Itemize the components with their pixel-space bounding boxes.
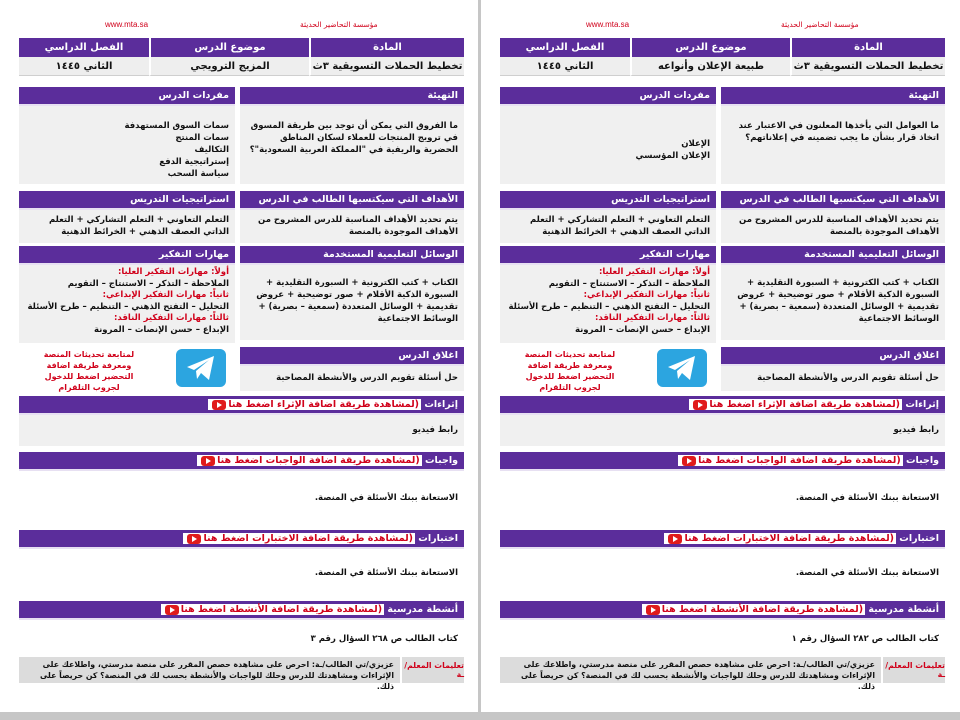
topic-value: المزيج الترويجي <box>149 57 309 76</box>
teacher-notes-text: عزيزي/تي الطالب/ـة: احرص على مشاهدة حصص المقرر على منصة مدرستي، واطلاعك على الإثراءات ومشاهدتك للدرس وحلك للواجبات والأنشطة بحسب لك في المنصة؟ كن حريصاً على ذلك. <box>40 660 394 691</box>
activities-link-text: (لمشاهدة طريقة اضافة الأنشطة اضغط هنا <box>661 604 864 615</box>
media-text: الكتاب + كتب الكترونية + السبورة التقليدية + السبورة الذكية الأقلام + صور توضيحية + عروض تقديمية + الوسائل المتعددة (سمعية – بصرية) + الوسائط الاجتماعية <box>721 265 945 340</box>
skills-box <box>500 246 716 341</box>
tests-header <box>500 530 945 549</box>
skills-creative: التحليل – التفتح الذهني – التنظيم – طرح الأسئلة <box>27 301 229 312</box>
skills-high-title: أولاً: مهارات التفكير العليا: <box>117 267 229 277</box>
skills-list <box>500 265 716 343</box>
activities-header <box>19 601 464 620</box>
media-box <box>721 246 945 338</box>
warmup-title: التهيئة <box>240 87 464 106</box>
homework-link[interactable] <box>197 455 422 466</box>
tests-text: الاستعانة ببنك الأسئلة في المنصة. <box>500 549 945 598</box>
topic-value: طبيعة الإعلان وأنواعه <box>630 57 790 76</box>
term-value: الثاني ١٤٤٥ <box>500 57 630 76</box>
closing-text: حل أسئلة تقويم الدرس والأنشطة المصاحبة <box>721 366 945 391</box>
strategies-title: استراتيجيات التدريس <box>500 191 716 210</box>
enrichment-header <box>500 396 945 415</box>
vocab-title: مفردات الدرس <box>500 87 716 106</box>
telegram-promo-text[interactable]: لمتابعة تحديثات المنصة ومعرفة طريقة اضافة التحضير اضغط للدخول لجروب التلقرام <box>524 350 616 392</box>
homework-link-text: (لمشاهدة طريقة اضافة الواجبات اضغط هنا <box>698 455 901 466</box>
warmup-box <box>721 87 945 182</box>
media-box <box>240 246 464 338</box>
enrichment-link[interactable] <box>689 399 902 410</box>
activities-box <box>19 601 464 655</box>
enrichment-title: إثراءات <box>905 399 939 410</box>
vocab-title: مفردات الدرس <box>19 87 235 106</box>
skills-critical-title: ثالثاً: مهارات التفكير الناقد: <box>114 313 229 323</box>
activities-header <box>500 601 945 620</box>
skills-critical: الإبداع – حسن الإنصات – المرونة <box>93 324 229 335</box>
homework-title: واجبات <box>906 455 939 466</box>
enrichment-title: إثراءات <box>424 399 458 410</box>
skills-creative-title: ثانياً: مهارات التفكير الإبداعي: <box>583 290 710 300</box>
enrichment-text: رابط فيديو <box>19 415 464 446</box>
homework-box <box>500 452 945 524</box>
closing-box <box>240 347 464 389</box>
enrichment-link-text: (لمشاهدة طريقة اضافة الإثراء اضغط هنا <box>228 399 420 410</box>
enrichment-box <box>19 396 464 444</box>
enrichment-text: رابط فيديو <box>500 415 945 446</box>
lesson-plan-page-1 <box>0 0 478 712</box>
youtube-icon <box>187 534 201 544</box>
strategies-title: استراتيجيات التدريس <box>19 191 235 210</box>
tests-header <box>19 530 464 549</box>
homework-text: الاستعانة ببنك الأسئلة في المنصة. <box>500 471 945 526</box>
skills-title: مهارات التفكير <box>19 246 235 265</box>
tests-link[interactable] <box>183 533 415 544</box>
homework-text: الاستعانة ببنك الأسئلة في المنصة. <box>19 471 464 526</box>
vocab-list <box>19 106 235 184</box>
skills-critical: الإبداع – حسن الإنصات – المرونة <box>574 324 710 335</box>
closing-text: حل أسئلة تقويم الدرس والأنشطة المصاحبة <box>240 366 464 391</box>
enrichment-link-text: (لمشاهدة طريقة اضافة الإثراء اضغط هنا <box>709 399 901 410</box>
vocab-item: سياسة السحب <box>167 169 229 179</box>
youtube-icon <box>682 456 696 466</box>
header-subject-label: المادة <box>309 38 464 57</box>
header-topic-label: موضوع الدرس <box>630 38 790 57</box>
tests-link-text: (لمشاهدة طريقة اضافة الاختبارات اضغط هنا <box>684 533 894 544</box>
goals-box <box>721 191 945 241</box>
activities-link[interactable] <box>161 604 384 615</box>
header-term-label: الفصل الدراسي <box>500 38 630 57</box>
warmup-text: ما العوامل التي يأخذها المعلنون في الاعتبار عند اتخاذ قرار بشأن ما يجب تضمينه في إعلاناتهم؟ <box>721 106 945 184</box>
activities-box <box>500 601 945 655</box>
tests-title: اختبارات <box>899 533 939 544</box>
skills-title: مهارات التفكير <box>500 246 716 265</box>
telegram-promo-text[interactable]: لمتابعة تحديثات المنصة ومعرفة طريقة اضافة التحضير اضغط للدخول لجروب التلقرام <box>43 350 135 392</box>
teacher-notes-text: عزيزي/تي الطالب/ـة: احرص على مشاهدة حصص المقرر على منصة مدرستي، واطلاعك على الإثراءات ومشاهدتك للدرس وحلك للواجبات والأنشطة بحسب لك في المنصة؟ كن حريصاً على ذلك. <box>521 660 875 691</box>
strategies-text: التعلم التعاوني + التعلم التشاركي + التعلم الذاتي العصف الذهني + الخرائط الذهنية <box>19 210 235 243</box>
org-name: مؤسسة التحاضير الحديثة <box>781 20 859 29</box>
homework-title: واجبات <box>425 455 458 466</box>
closing-box <box>721 347 945 389</box>
goals-text: يتم تحديد الأهداف المناسبة للدرس المشروح من الأهداف الموجودة بالمنصة <box>240 210 464 243</box>
bottom-band <box>0 712 960 720</box>
vocab-item: الإعلان المؤسسي <box>635 151 710 161</box>
skills-high-title: أولاً: مهارات التفكير العليا: <box>598 267 710 277</box>
activities-text: كتاب الطالب ص ٢٨٢ السؤال رقم ١ <box>500 620 945 657</box>
telegram-icon[interactable] <box>176 349 226 387</box>
homework-header <box>19 452 464 471</box>
skills-list <box>19 265 235 343</box>
homework-header <box>500 452 945 471</box>
vocab-box <box>19 87 235 182</box>
strategies-box <box>500 191 716 241</box>
closing-title: اغلاق الدرس <box>240 347 464 366</box>
tests-text: الاستعانة ببنك الأسئلة في المنصة. <box>19 549 464 598</box>
warmup-text: ما الفروق التي يمكن أن توجد بين طريقة المسوق في ترويج المنتجات للعملاء لسكان المناطق الحضرية والريفية في "المملكة العربية السعودية"؟ <box>240 106 464 184</box>
header-table <box>500 38 945 76</box>
skills-high: الملاحظة – التذكر – الاستنتاج – التقويم <box>67 278 229 289</box>
homework-link-text: (لمشاهدة طريقة اضافة الواجبات اضغط هنا <box>217 455 420 466</box>
homework-box <box>19 452 464 524</box>
teacher-notes-label: تعليمات المعلم/ـة <box>400 657 464 683</box>
enrichment-box <box>500 396 945 444</box>
tests-title: اختبارات <box>418 533 458 544</box>
warmup-box <box>240 87 464 182</box>
term-value: الثاني ١٤٤٥ <box>19 57 149 76</box>
goals-box <box>240 191 464 241</box>
skills-creative: التحليل – التفتح الذهني – التنظيم – طرح الأسئلة <box>508 301 710 312</box>
vocab-item: إستراتيجية الدفع <box>159 157 229 167</box>
header-subject-label: المادة <box>790 38 945 57</box>
vocab-item: سمات المنتج <box>175 133 229 143</box>
strategies-box <box>19 191 235 241</box>
skills-box <box>19 246 235 341</box>
tests-box <box>19 530 464 596</box>
goals-title: الأهداف التي سيكتسبها الطالب في الدرس <box>721 191 945 210</box>
vocab-box <box>500 87 716 182</box>
youtube-icon <box>668 534 682 544</box>
subject-value: تخطيط الحملات التسويقية ٣ث <box>790 57 945 76</box>
header-table <box>19 38 464 76</box>
lesson-plan-page-2 <box>481 0 959 712</box>
vocab-item: سمات السوق المستهدفة <box>124 121 229 131</box>
site-url[interactable]: www.mta.sa <box>105 20 149 29</box>
enrichment-header <box>19 396 464 415</box>
youtube-icon <box>693 400 707 410</box>
vocab-item: التكاليف <box>194 145 229 155</box>
goals-text: يتم تحديد الأهداف المناسبة للدرس المشروح من الأهداف الموجودة بالمنصة <box>721 210 945 243</box>
closing-title: اغلاق الدرس <box>721 347 945 366</box>
warmup-title: التهيئة <box>721 87 945 106</box>
activities-title: أنشطة مدرسية <box>868 604 939 615</box>
subject-value: تخطيط الحملات التسويقية ٣ث <box>309 57 464 76</box>
homework-link[interactable] <box>678 455 903 466</box>
teacher-notes-label: تعليمات المعلم/ـة <box>881 657 945 683</box>
activities-link-text: (لمشاهدة طريقة اضافة الأنشطة اضغط هنا <box>180 604 383 615</box>
youtube-icon <box>201 456 215 466</box>
skills-creative-title: ثانياً: مهارات التفكير الإبداعي: <box>102 290 229 300</box>
org-name: مؤسسة التحاضير الحديثة <box>300 20 378 29</box>
media-title: الوسائل التعليمية المستخدمة <box>721 246 945 265</box>
activities-title: أنشطة مدرسية <box>387 604 458 615</box>
teacher-notes <box>19 657 464 691</box>
youtube-icon <box>212 400 226 410</box>
media-text: الكتاب + كتب الكترونية + السبورة التقليدية + السبورة الذكية الأقلام + صور توضيحية + عروض تقديمية + الوسائل المتعددة (سمعية – بصرية) + الوسائط الاجتماعية <box>240 265 464 340</box>
goals-title: الأهداف التي سيكتسبها الطالب في الدرس <box>240 191 464 210</box>
tests-box <box>500 530 945 596</box>
header-term-label: الفصل الدراسي <box>19 38 149 57</box>
media-title: الوسائل التعليمية المستخدمة <box>240 246 464 265</box>
tests-link-text: (لمشاهدة طريقة اضافة الاختبارات اضغط هنا <box>203 533 413 544</box>
activities-link[interactable] <box>642 604 865 615</box>
activities-text: كتاب الطالب ص ٢٦٨ السؤال رقم ٣ <box>19 620 464 657</box>
youtube-icon <box>165 605 179 615</box>
skills-critical-title: ثالثاً: مهارات التفكير الناقد: <box>595 313 710 323</box>
site-url[interactable]: www.mta.sa <box>586 20 630 29</box>
telegram-icon[interactable] <box>657 349 707 387</box>
enrichment-link[interactable] <box>208 399 421 410</box>
vocab-item: الإعلان <box>681 139 710 149</box>
teacher-notes <box>500 657 945 691</box>
strategies-text: التعلم التعاوني + التعلم التشاركي + التعلم الذاتي العصف الذهني + الخرائط الذهنية <box>500 210 716 243</box>
header-topic-label: موضوع الدرس <box>149 38 309 57</box>
youtube-icon <box>646 605 660 615</box>
tests-link[interactable] <box>664 533 896 544</box>
skills-high: الملاحظة – التذكر – الاستنتاج – التقويم <box>548 278 710 289</box>
vocab-list <box>500 106 716 184</box>
